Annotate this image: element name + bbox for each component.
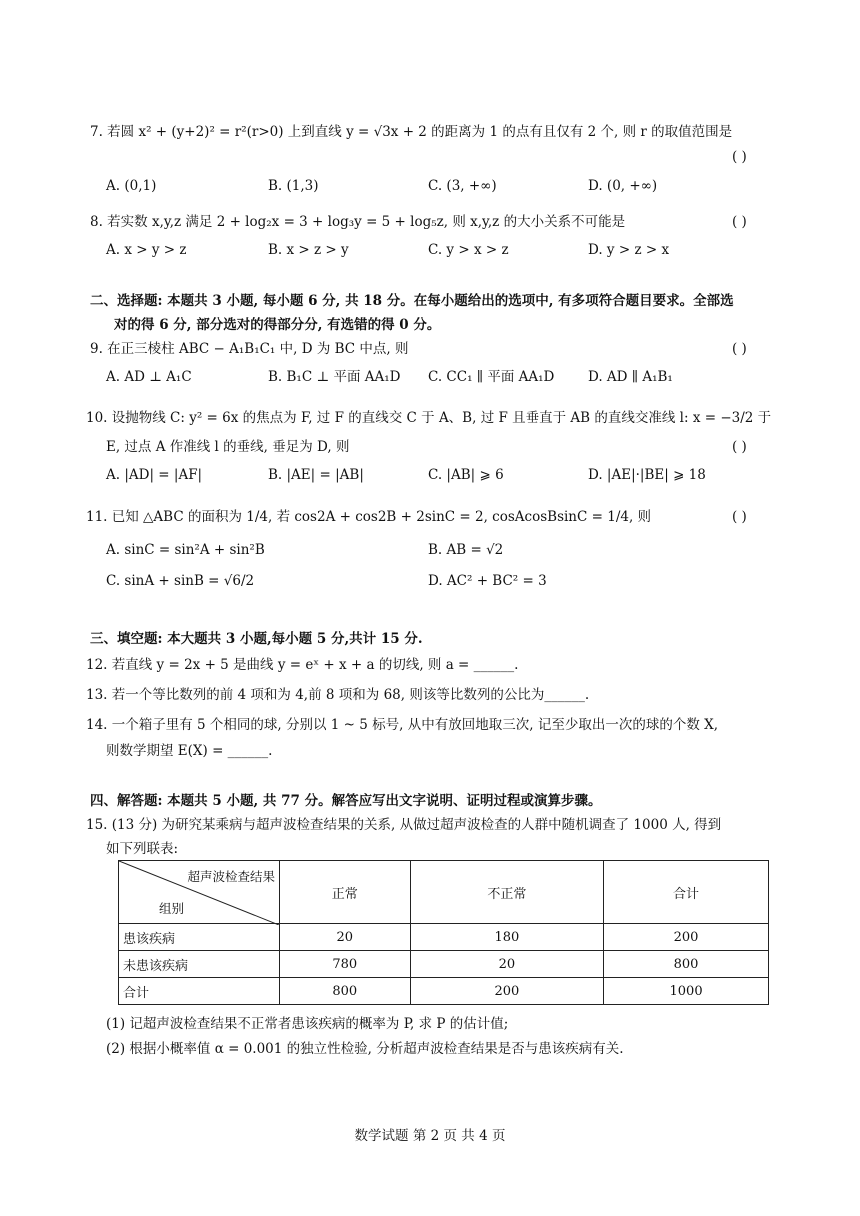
q11-option-b: B. AB = √2 bbox=[428, 542, 504, 558]
q8-option-a: A. x > y > z bbox=[106, 242, 187, 258]
table-cell: 20 bbox=[410, 951, 603, 978]
q8-stem: 8. 若实数 x,y,z 满足 2 + log₂x = 3 + log₃y = 5 + log₅z, 则 x,y,z 的大小关系不可能是 bbox=[90, 214, 626, 230]
table-row bbox=[119, 951, 769, 978]
q8-option-b: B. x > z > y bbox=[268, 242, 349, 258]
q9-option-c: C. CC₁ ∥ 平面 AA₁D bbox=[428, 369, 555, 385]
table-cell: 1000 bbox=[604, 978, 769, 1005]
q7-option-c: C. (3, +∞) bbox=[428, 178, 497, 194]
q9-stem: 9. 在正三棱柱 ABC − A₁B₁C₁ 中, D 为 BC 中点, 则 bbox=[90, 341, 409, 357]
table-cell: 800 bbox=[604, 951, 769, 978]
q11-answer-paren: ( ) bbox=[732, 509, 747, 525]
q11-option-c: C. sinA + sinB = √6/2 bbox=[106, 573, 255, 589]
q14-stem: 14. 一个箱子里有 5 个相同的球, 分别以 1 ~ 5 标号, 从中有放回地取三次, 记至少取出一次的球的个数 X, bbox=[86, 717, 719, 733]
q7-stem: 7. 若圆 x² + (y+2)² = r²(r>0) 上到直线 y = √3x + 2 的距离为 1 的点有且仅有 2 个, 则 r 的取值范围是 bbox=[90, 124, 733, 140]
q15-stem-continued: 如下列联表: bbox=[106, 841, 179, 857]
q10-option-a: A. |AD| = |AF| bbox=[106, 467, 203, 483]
table-cell: 200 bbox=[604, 924, 769, 951]
table-header: 合计 bbox=[604, 861, 769, 924]
q13-stem: 13. 若一个等比数列的前 4 项和为 4,前 8 项和为 68, 则该等比数列的公比为______. bbox=[86, 687, 590, 703]
table-cell: 20 bbox=[280, 924, 411, 951]
q10-option-b: B. |AE| = |AB| bbox=[268, 467, 364, 483]
q8-option-d: D. y > z > x bbox=[588, 242, 670, 258]
table-cell: 780 bbox=[280, 951, 411, 978]
table-header: 正常 bbox=[280, 861, 411, 924]
table-row-label: 未患该疾病 bbox=[119, 951, 280, 978]
table-cell: 200 bbox=[410, 978, 603, 1005]
q15-stem: 15. (13 分) 为研究某乘病与超声波检查结果的关系, 从做过超声波检查的人群中随机调查了 1000 人, 得到 bbox=[86, 817, 722, 833]
q15-sub2: (2) 根据小概率值 α = 0.001 的独立性检验, 分析超声波检查结果是否与患该疾病有关. bbox=[106, 1041, 624, 1057]
q10-answer-paren: ( ) bbox=[732, 439, 747, 455]
table-corner-cell bbox=[119, 861, 280, 924]
page-footer: 数学试题 第 2 页 共 4 页 bbox=[354, 1128, 506, 1144]
q10-option-c: C. |AB| ⩾ 6 bbox=[428, 467, 504, 483]
table-header-row bbox=[119, 861, 769, 924]
table-row bbox=[119, 924, 769, 951]
q8-answer-paren: ( ) bbox=[732, 214, 747, 230]
q9-option-b: B. B₁C ⊥ 平面 AA₁D bbox=[268, 369, 401, 385]
q11-stem: 11. 已知 △ABC 的面积为 1/4, 若 cos2A + cos2B + 2sinC = 2, cosAcosBsinC = 1/4, 则 bbox=[86, 509, 652, 525]
q8-option-c: C. y > x > z bbox=[428, 242, 509, 258]
q7-option-d: D. (0, +∞) bbox=[588, 178, 658, 194]
q11-option-a: A. sinC = sin²A + sin²B bbox=[106, 542, 265, 558]
table-cell: 180 bbox=[410, 924, 603, 951]
q11-option-d: D. AC² + BC² = 3 bbox=[428, 573, 547, 589]
q9-answer-paren: ( ) bbox=[732, 341, 747, 357]
section2-heading: 二、选择题: 本题共 3 小题, 每小题 6 分, 共 18 分。在每小题给出的选项中, 有多项符合题目要求。全部选 bbox=[90, 293, 734, 309]
section4-heading: 四、解答题: 本题共 5 小题, 共 77 分。解答应写出文字说明、证明过程或演算步骤。 bbox=[90, 793, 602, 809]
corner-label-result: 超声波检查结果 bbox=[187, 869, 275, 884]
table-row-label: 患该疾病 bbox=[119, 924, 280, 951]
table-row-label: 合计 bbox=[119, 978, 280, 1005]
q15-sub1: (1) 记超声波检查结果不正常者患该疾病的概率为 P, 求 P 的估计值; bbox=[106, 1016, 509, 1032]
contingency-table bbox=[118, 860, 769, 1005]
q10-option-d: D. |AE|·|BE| ⩾ 18 bbox=[588, 467, 706, 483]
q7-option-a: A. (0,1) bbox=[106, 178, 157, 194]
q9-option-d: D. AD ∥ A₁B₁ bbox=[588, 369, 673, 385]
table-header: 不正常 bbox=[410, 861, 603, 924]
q12-stem: 12. 若直线 y = 2x + 5 是曲线 y = eˣ + x + a 的切线, 则 a = ______. bbox=[86, 657, 519, 673]
q7-option-b: B. (1,3) bbox=[268, 178, 319, 194]
q7-answer-paren: ( ) bbox=[732, 149, 747, 165]
section3-heading: 三、填空题: 本大题共 3 小题,每小题 5 分,共计 15 分. bbox=[90, 631, 423, 647]
table-cell: 800 bbox=[280, 978, 411, 1005]
table-row bbox=[119, 978, 769, 1005]
q10-stem: 10. 设抛物线 C: y² = 6x 的焦点为 F, 过 F 的直线交 C 于 A、B, 过 F 且垂直于 AB 的直线交准线 l: x = −3/2 于 bbox=[86, 410, 772, 426]
q9-option-a: A. AD ⊥ A₁C bbox=[106, 369, 192, 385]
corner-label-group: 组别 bbox=[159, 901, 185, 916]
q14-stem-continued: 则数学期望 E(X) = ______. bbox=[106, 743, 273, 759]
q10-stem-continued: E, 过点 A 作准线 l 的垂线, 垂足为 D, 则 bbox=[106, 439, 350, 455]
section2-instructions: 对的得 6 分, 部分选对的得部分分, 有选错的得 0 分。 bbox=[114, 317, 441, 333]
